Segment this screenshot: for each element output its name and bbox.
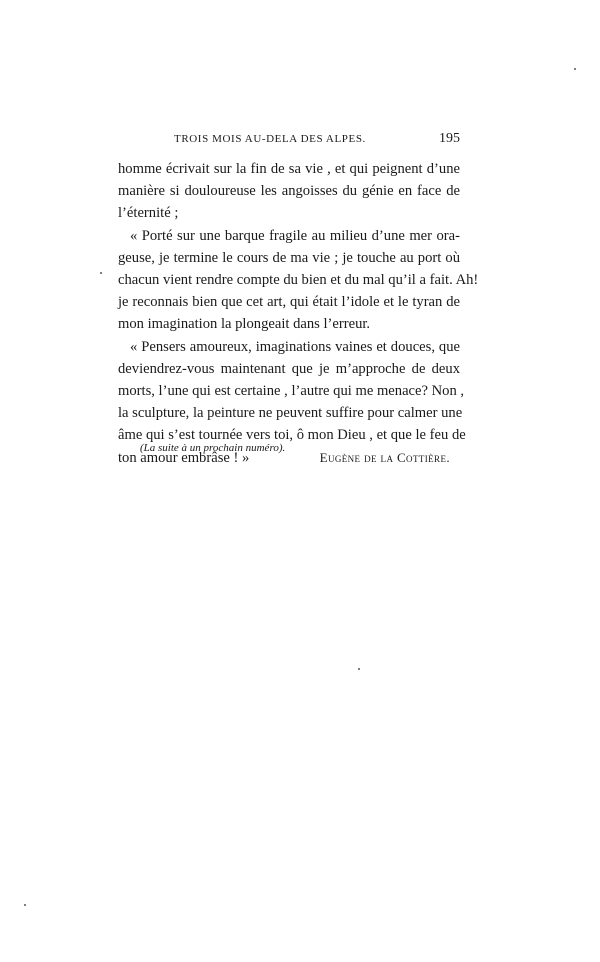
continuation-note: (La suite à un prochain numéro). [140,442,286,454]
text-line: manière si douloureuse les angoisses du génie en face de [118,183,460,200]
text-line: âme qui s’est tournée vers toi, ô mon Dieu , et que le feu de [118,427,466,444]
text-line: chacun vient rendre compte du bien et du mal qu’il a fait. Ah! [118,272,479,289]
paper-speck [24,904,26,906]
text-line: geuse, je termine le cours de ma vie ; je touche au port où [118,249,460,266]
text-line: la sculpture, la peinture ne peuvent suffire pour calmer une [118,405,463,422]
text-line: l’éternité ; [118,205,179,222]
text-line: « Pensers amoureux, imaginations vaines et douces, que [130,338,460,355]
text-line: ton amour embrâse ! » [118,449,250,466]
running-head-title: TROIS MOIS AU-DELA DES ALPES. [174,133,366,145]
text-line: mon imagination la plongeait dans l’erreur. [118,316,371,333]
text-line: deviendrez-vous maintenant que je m’approche de deux [118,360,460,377]
text-line: homme écrivait sur la fin de sa vie , et qui peignent d’une [118,161,460,177]
author-signature: Eugène de la Cottière. [319,449,450,465]
running-head [118,133,460,149]
text-line: je reconnais bien que cet art, qui était l’idole et le tyran de [118,294,460,311]
text-line: morts, l’une qui est certaine , l’autre qui me menace? Non , [118,383,465,400]
page-number: 195 [439,131,460,146]
paper-speck [100,272,102,274]
text-line: « Porté sur une barque fragile au milieu d’une mer ora- [130,227,460,244]
paper-speck [574,68,576,70]
body-text [118,158,479,469]
paper-speck [358,668,360,670]
